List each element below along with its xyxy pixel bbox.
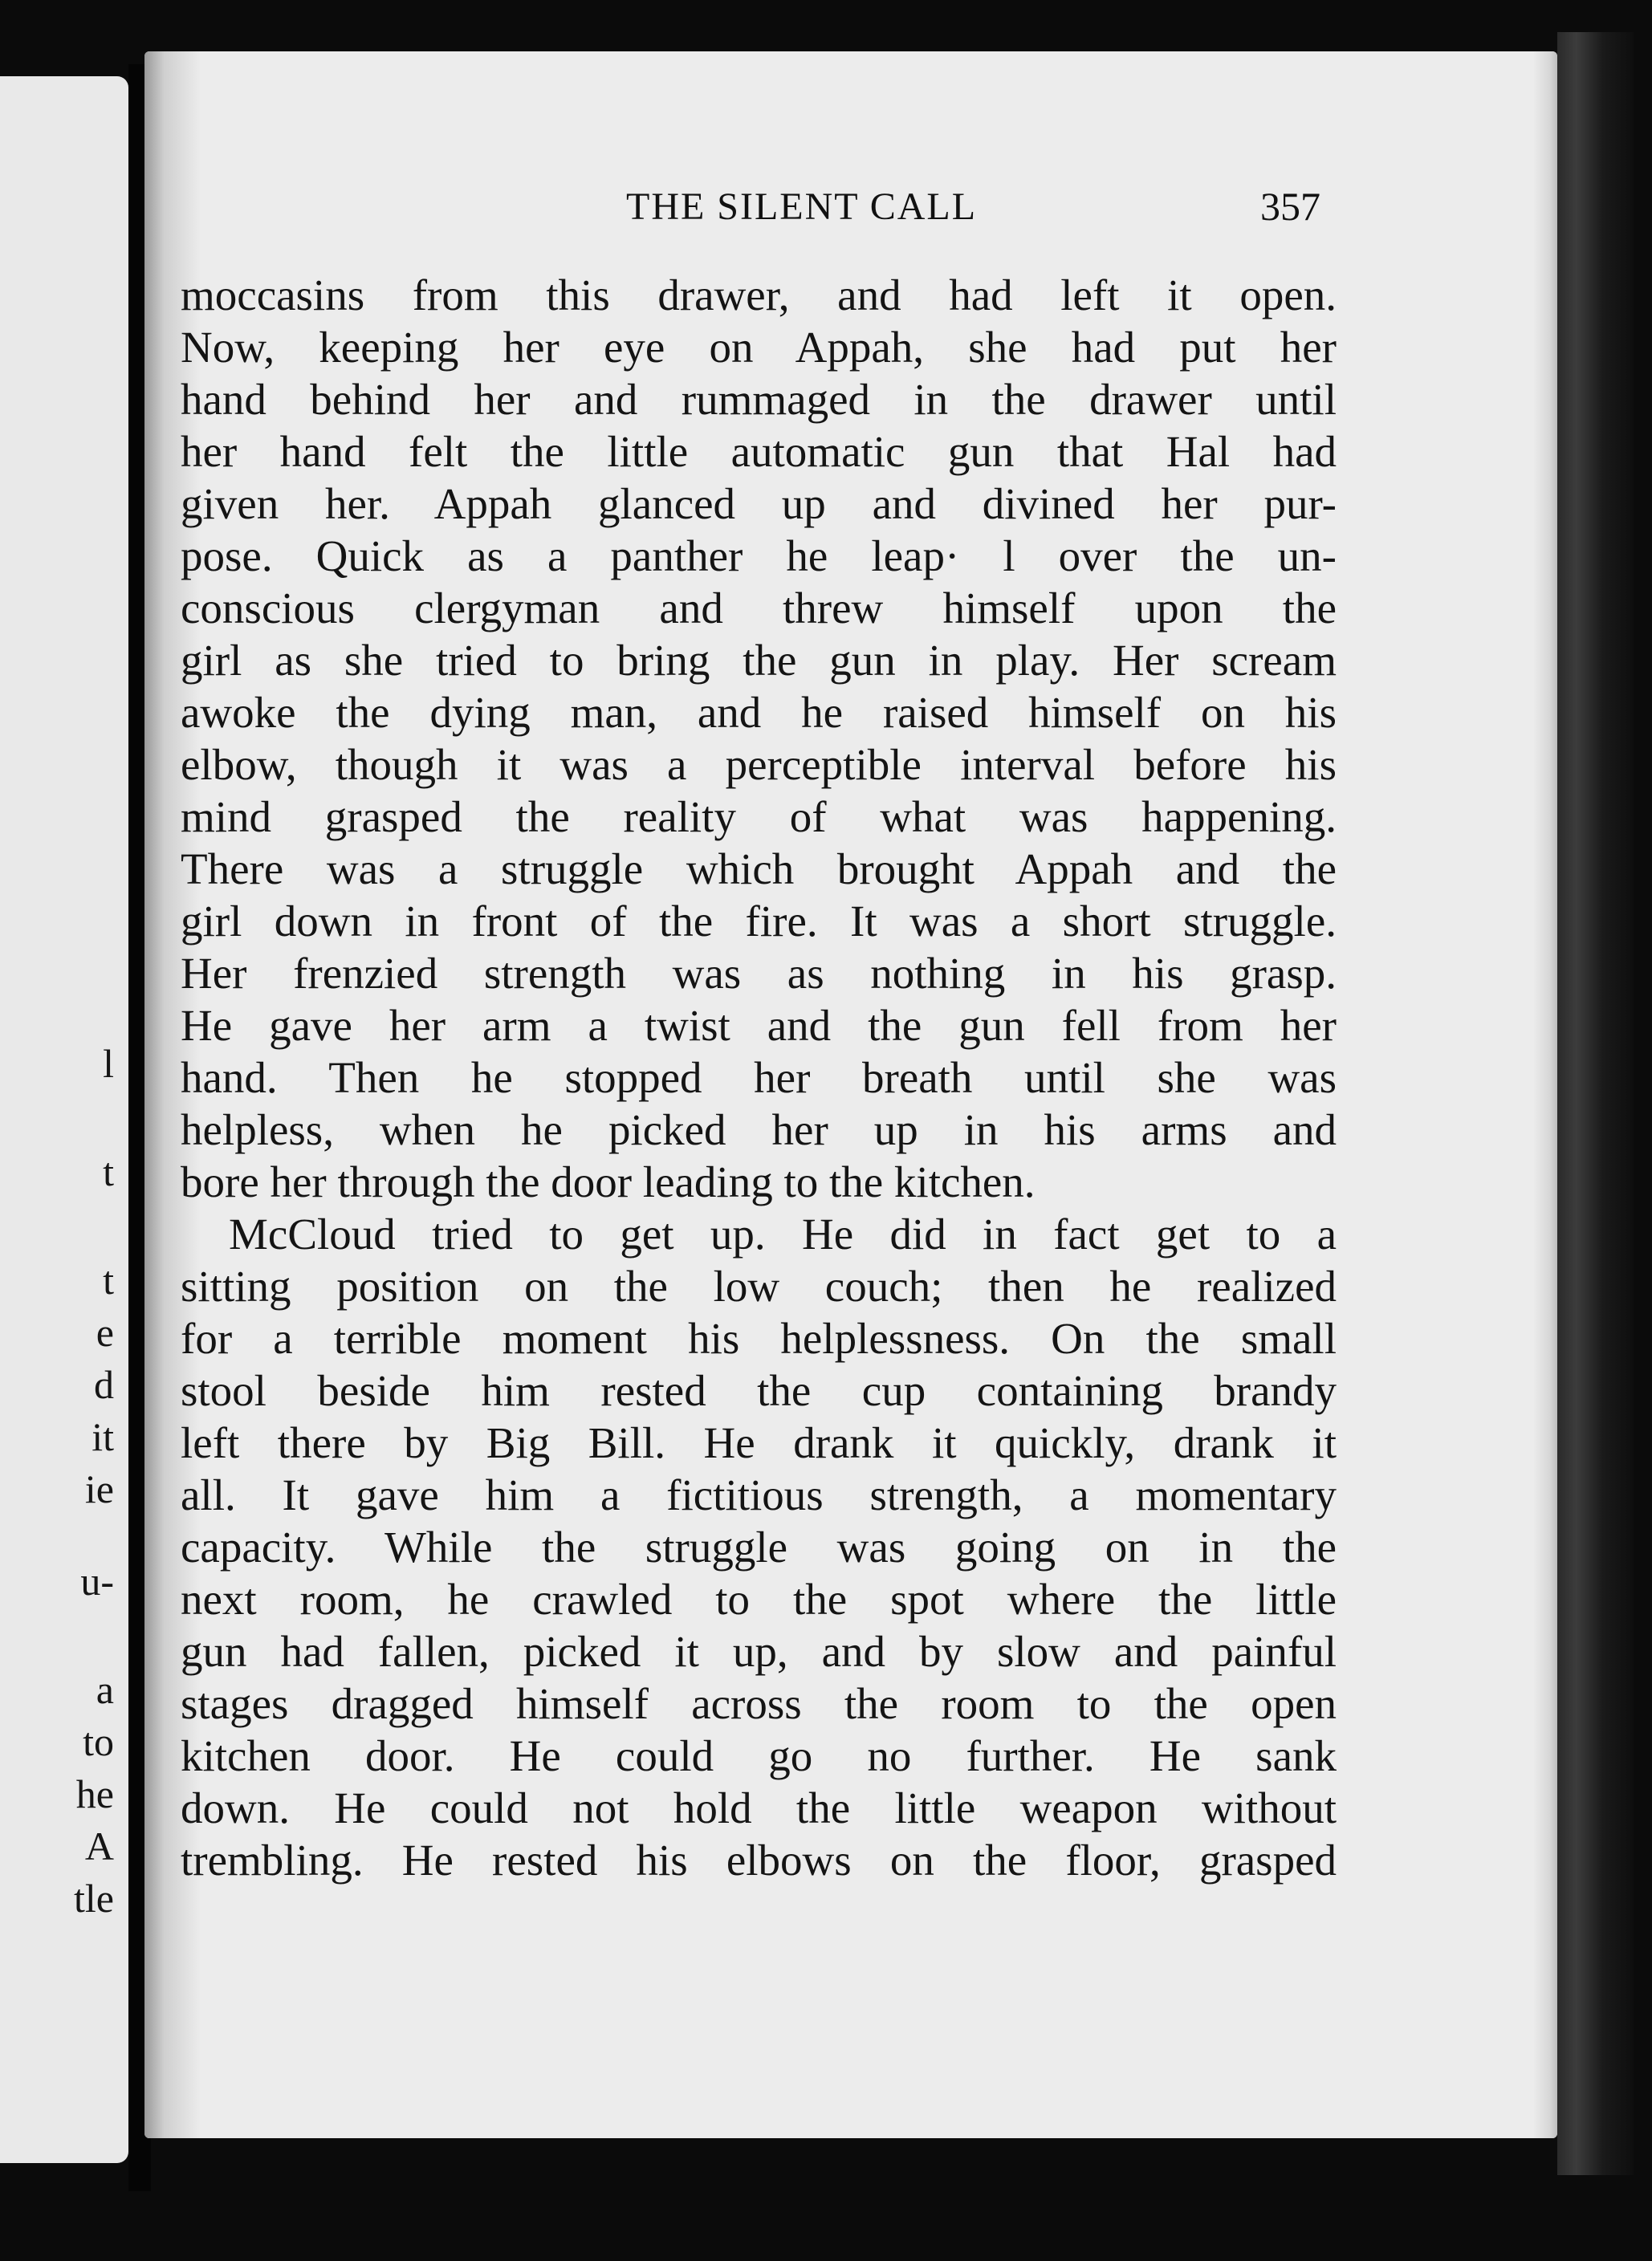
text-line: awoke the dying man, and he raised himself on his [181,688,1337,737]
text-line: hand behind her and rummaged in the drawer until [181,375,1337,424]
text-line: Now, keeping her eye on Appah, she had put her [181,323,1337,372]
left-fragment: t [103,1149,114,1194]
text-line: He gave her arm a twist and the gun fell from her [181,1001,1337,1050]
text-line: next room, he crawled to the spot where the little [181,1575,1337,1624]
text-line: girl down in front of the fire. It was a short struggle. [181,897,1337,945]
text-line: her hand felt the little automatic gun that Hal had [181,427,1337,476]
running-head [181,185,1320,241]
text-line: all. It gave him a fictitious strength, a momentary [181,1470,1337,1519]
left-fragment: e [96,1310,114,1355]
left-fragment: t [103,1258,114,1303]
text-line: stages dragged himself across the room to the open [181,1679,1337,1728]
text-line: conscious clergyman and threw himself upon the [181,584,1337,632]
left-fragment: ie [84,1466,114,1511]
left-fragment: tle [74,1876,114,1921]
text-line: left there by Big Bill. He drank it quickly, drank it [181,1418,1337,1467]
text-line: down. He could not hold the little weapon without [181,1783,1337,1832]
previous-page-fragment [0,76,128,2163]
page-edge [1533,51,1557,2138]
text-line: capacity. While the struggle was going on in the [181,1523,1337,1572]
left-fragment: u- [80,1559,114,1604]
running-title: THE SILENT CALL [626,185,978,228]
text-line: helpless, when he picked her up in his arms and [181,1105,1337,1154]
text-line: stool beside him rested the cup containing brandy [181,1366,1337,1415]
text-line: hand. Then he stopped her breath until she was [181,1053,1337,1102]
page-number: 357 [1260,184,1320,229]
text-line: McCloud tried to get up. He did in fact get to a [229,1210,1337,1259]
text-line: kitchen door. He could go no further. He sank [181,1731,1337,1780]
text-line: mind grasped the reality of what was happening. [181,792,1337,841]
left-fragment: d [94,1362,114,1407]
text-line: bore her through the door leading to the kitchen. [181,1157,1036,1206]
text-line: for a terrible moment his helplessness. On the small [181,1314,1337,1363]
left-fragment: A [84,1824,114,1869]
text-line: girl as she tried to bring the gun in play. Her scream [181,636,1337,685]
text-line: There was a struggle which brought Appah and the [181,844,1337,893]
text-line: trembling. He rested his elbows on the floor, grasped [181,1836,1337,1885]
paragraph [181,269,1337,1208]
left-fragment: he [75,1771,114,1816]
text-line: pose. Quick as a panther he leap· l over the un- [181,531,1337,580]
book-cover-edge [1557,32,1634,2175]
left-fragment: l [103,1041,114,1086]
text-line: given her. Appah glanced up and divined her pur- [181,479,1337,528]
text-line: moccasins from this drawer, and had left it open. [181,270,1337,319]
text-line: elbow, though it was a perceptible interval before his [181,740,1337,789]
text-line: sitting position on the low couch; then he realized [181,1262,1337,1311]
left-fragment: to [83,1719,114,1764]
paragraph [181,1208,1337,1886]
text-line: Her frenzied strength was as nothing in his grasp. [181,949,1337,998]
left-fragment: a [96,1667,114,1712]
left-fragment: it [92,1414,114,1459]
page-body [181,269,1337,1886]
text-line: gun had fallen, picked it up, and by slow and painful [181,1627,1337,1676]
